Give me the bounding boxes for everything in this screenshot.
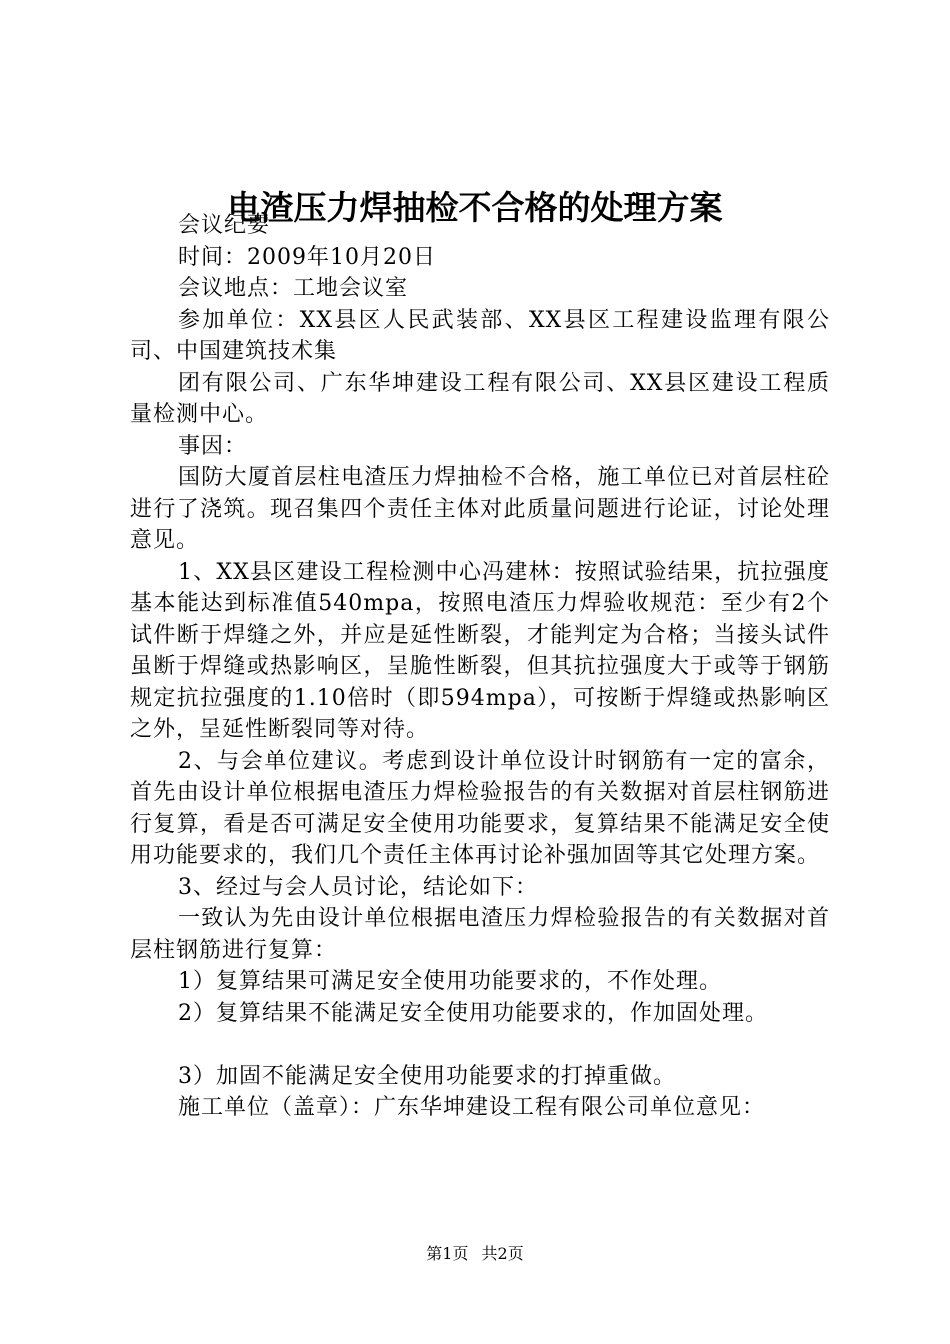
page-title: 电渣压力焊抽检不合格的处理方案	[227, 188, 723, 227]
page-footer	[0, 1244, 950, 1264]
sub-item-2: 2）复算结果不能满足安全使用功能要求的，作加固处理。	[178, 1000, 768, 1026]
meeting-place: 会议地点：工地会议室	[178, 276, 409, 301]
minutes-heading: 会议纪要	[178, 213, 271, 238]
sub-item-1: 1）复算结果可满足安全使用功能要求的，不作处理。	[178, 969, 722, 994]
item-2-paragraph: 2、与会单位建议。考虑到设计单位设计时钢筋有一定的富余，首先由设计单位根据电渣压力焊检验报告的有关数据对首层柱钢筋进行复算，看是否可满足安全使用功能要求，复算结果不能满足安全使用功能要求的，我们几个责任主体再讨论补强加固等其它处理方案。	[130, 748, 830, 868]
document-body	[130, 210, 830, 1124]
item-1-paragraph: 1、XX县区建设工程检测中心冯建林：按照试验结果，抗拉强度基本能达到标准值540mpa，按照电渣压力焊验收规范：至少有2个试件断于焊缝之外，并应是延性断裂，才能判定为合格；当接头试件虽断于焊缝或热影响区，呈脆性断裂，但其抗拉强度大于或等于钢筋规定抗拉强度的1.10倍时（即594mpa），可按断于焊缝或热影响区之外，呈延性断裂同等对待。	[130, 559, 830, 742]
participants-line-2: 团有限公司、广东华坤建设工程有限公司、XX县区建设工程质量检测中心。	[130, 370, 830, 427]
meeting-time: 时间：2009年10月20日	[178, 244, 436, 270]
cause-label: 事因：	[178, 433, 248, 459]
blank-line	[130, 1029, 830, 1061]
cause-paragraph: 国防大厦首层柱电渣压力焊抽检不合格，施工单位已对首层柱砼进行了浇筑。现召集四个责任主体对此质量问题进行论证，讨论处理意见。	[130, 465, 830, 553]
conclusion-paragraph: 一致认为先由设计单位根据电渣压力焊检验报告的有关数据对首层柱钢筋进行复算：	[130, 906, 830, 963]
participants-line-1: 参加单位：XX县区人民武装部、XX县区工程建设监理有限公司、中国建筑技术集	[130, 307, 830, 364]
page-total: 共2页	[481, 1244, 524, 1263]
page-number: 第1页	[426, 1244, 469, 1263]
sub-item-3: 3）加固不能满足安全使用功能要求的打掉重做。	[178, 1063, 676, 1089]
item-3-line: 3、经过与会人员讨论，结论如下：	[178, 874, 538, 900]
signature-line: 施工单位（盖章）：广东华坤建设工程有限公司单位意见：	[178, 1095, 766, 1120]
